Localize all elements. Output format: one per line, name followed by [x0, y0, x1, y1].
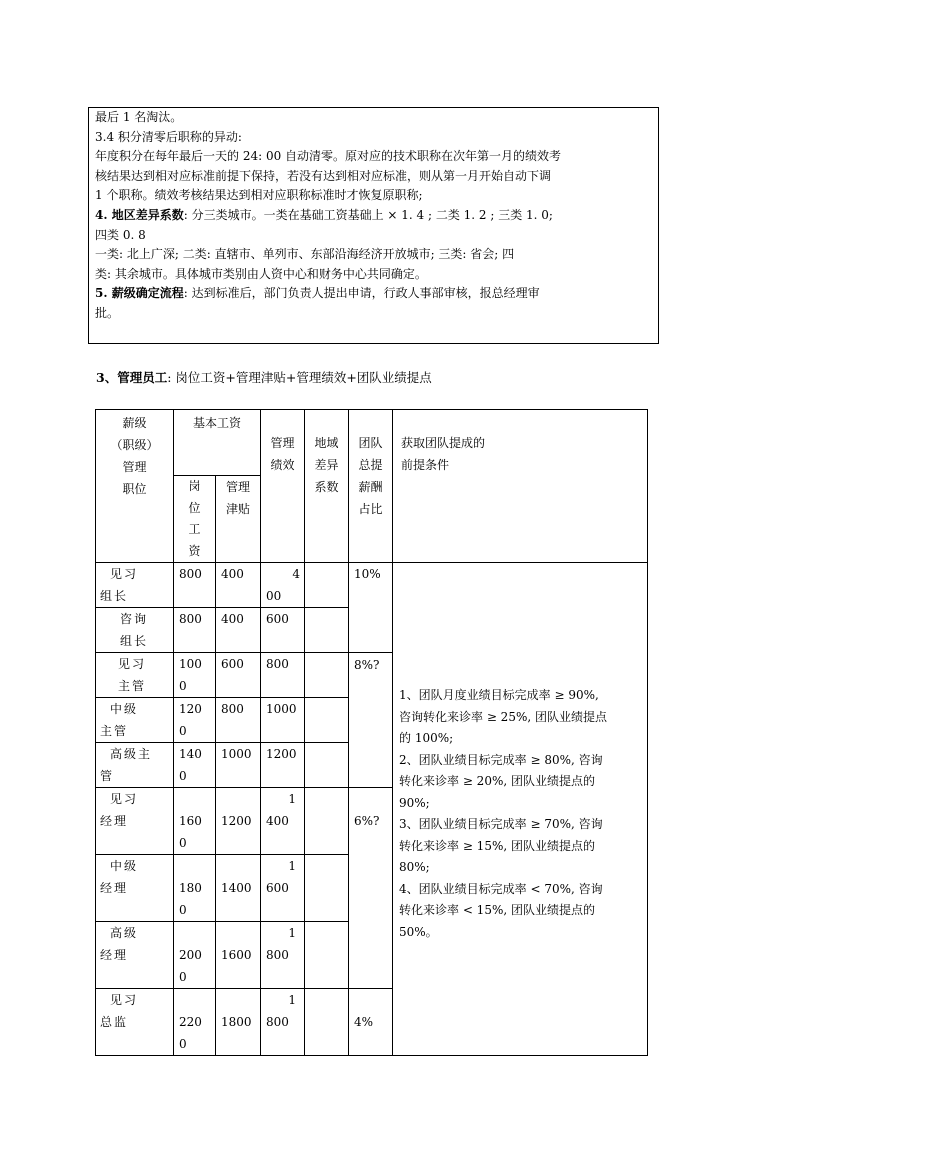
city-class-line-2: 类: 其余城市。具体城市类别由人资中心和财务中心共同确定。	[95, 266, 427, 281]
regional-coefficient-line	[95, 206, 652, 226]
row-perf: 600	[261, 608, 305, 653]
header-line: 管理	[225, 480, 250, 494]
level-line: 经理	[100, 814, 129, 828]
level-line: 见习	[110, 993, 139, 1007]
value-line: 220	[179, 1015, 202, 1029]
header-line: 获取团队提成的	[401, 436, 486, 450]
header-post-salary	[174, 476, 216, 563]
policy-line-5: 1 个职称。绩效考核结果达到相对应职称标准时才恢复原职称;	[95, 188, 423, 203]
condition-line: 2、团队业绩目标完成率 ≥ 80%, 咨询	[399, 752, 603, 767]
row-post-salary	[174, 698, 216, 743]
header-line: 岗	[188, 479, 201, 493]
value-line	[221, 922, 260, 944]
row-perf	[261, 855, 305, 922]
value-line: 0	[179, 724, 187, 738]
value-line: 160	[179, 814, 202, 828]
value-line: 400	[221, 567, 244, 581]
row-allowance	[216, 563, 261, 608]
header-line: 占比	[358, 502, 383, 516]
value-line: 120	[179, 702, 202, 716]
value-line: 0	[179, 1037, 187, 1051]
row-perf	[261, 989, 305, 1056]
row-regional	[305, 989, 349, 1056]
ratio-cell: 10%	[349, 563, 393, 653]
level-line: 见习	[118, 657, 147, 671]
row-regional	[305, 855, 349, 922]
value-line	[221, 788, 260, 810]
row-level	[96, 922, 174, 989]
value-line: 1800	[221, 1015, 252, 1029]
value-line: 800	[266, 1015, 289, 1029]
level-line: 总监	[100, 1015, 129, 1029]
value-line	[179, 989, 215, 1011]
header-line: 工	[188, 522, 201, 536]
value-line: 0	[179, 679, 187, 693]
row-regional	[305, 653, 349, 698]
header-line: 位	[188, 500, 201, 515]
ratio-value: 8%?	[354, 658, 380, 672]
regional-coefficient-line-2: 四类 0. 8	[95, 227, 146, 242]
row-regional	[305, 563, 349, 608]
value-line: 100	[179, 657, 202, 671]
level-line: 高级主	[110, 747, 153, 761]
value-line	[179, 855, 215, 877]
value-line	[179, 922, 215, 944]
regional-coefficient-text: : 分三类城市。一类在基础工资基础上 × 1. 4 ; 二类 1. 2 ; 三类 1. 0;	[183, 207, 553, 222]
regional-coefficient-label: 4. 地区差异系数	[95, 207, 184, 222]
value-line	[221, 989, 260, 1011]
value-line	[179, 788, 215, 810]
row-level	[96, 989, 174, 1056]
condition-line: 80%;	[399, 860, 430, 874]
header-basic-salary: 基本工资	[174, 410, 261, 476]
row-post-salary	[174, 743, 216, 788]
row-allowance: 600	[216, 653, 261, 698]
condition-line: 4、团队业绩目标完成率 < 70%, 咨询	[399, 881, 603, 896]
policy-line-3: 年度积分在每年最后一天的 24: 00 自动清零。原对应的技术职称在次年第一月的绩效考	[95, 149, 562, 164]
header-line: 薪酬	[358, 480, 383, 494]
value-line: 140	[179, 747, 202, 761]
condition-line: 的 100%;	[399, 731, 454, 745]
row-perf	[261, 563, 305, 608]
row-post-salary	[174, 922, 216, 989]
row-post-salary	[174, 855, 216, 922]
row-allowance	[216, 989, 261, 1056]
section-label: 3、管理员工	[96, 370, 168, 385]
value-line: 1200	[221, 814, 252, 828]
level-line: 见习	[110, 792, 139, 806]
policy-line-4: 核结果达到相对应标准前提下保持，若没有达到相对应标准，则从第一月开始自动下调	[95, 168, 552, 183]
section-heading	[96, 368, 432, 386]
value-line: 800	[266, 948, 289, 962]
condition-line: 转化来诊率 ≥ 20%, 团队业绩提点的	[399, 774, 595, 788]
condition-line: 转化来诊率 < 15%, 团队业绩提点的	[399, 903, 595, 917]
header-line: 团队	[358, 436, 383, 450]
section-text: : 岗位工资+管理津贴+管理绩效+团队业绩提点	[167, 370, 432, 385]
row-post-salary: 800	[174, 608, 216, 653]
policy-line-1: 最后 1 名淘汰。	[95, 110, 183, 124]
row-regional	[305, 743, 349, 788]
value-line: 800	[179, 567, 202, 581]
value-line: 400	[266, 814, 289, 828]
header-line: 差异	[314, 458, 339, 472]
header-line: 资	[188, 543, 201, 558]
value-line: 1	[288, 792, 296, 806]
value-line: 0	[179, 836, 187, 850]
process-text: : 达到标准后，部门负责人提出申请，行政人事部审核，报总经理审	[183, 286, 540, 301]
header-line: 津贴	[225, 502, 250, 516]
level-line: 组长	[120, 634, 149, 648]
value-line: 1600	[221, 948, 252, 962]
process-line-2: 批。	[95, 305, 120, 320]
header-line: 系数	[314, 480, 339, 494]
row-allowance	[216, 788, 261, 855]
level-line: 高级	[110, 926, 139, 940]
city-class-line-1: 一类: 北上广深; 二类: 直辖市、单列市、东部沿海经济开放城市; 三类: 省会; 四	[95, 247, 515, 262]
row-level	[96, 855, 174, 922]
row-allowance	[216, 922, 261, 989]
condition-line: 50%。	[399, 924, 438, 939]
ratio-value: 6%?	[354, 814, 380, 828]
level-line: 咨询	[120, 612, 149, 626]
condition-line: 转化来诊率 ≥ 15%, 团队业绩提点的	[399, 838, 595, 853]
level-line: 主管	[118, 679, 147, 693]
header-line: 管理	[270, 436, 295, 450]
value-line: 4	[292, 567, 300, 581]
value-line: 1	[288, 993, 296, 1007]
header-level-line: （职级）	[110, 438, 159, 452]
level-line: 见习	[110, 567, 139, 581]
header-team-ratio	[349, 410, 393, 563]
condition-cell	[393, 563, 648, 1056]
row-perf: 1000	[261, 698, 305, 743]
header-level-line: 管理	[122, 460, 147, 474]
level-line: 管	[100, 769, 115, 783]
row-perf: 800	[261, 653, 305, 698]
value-line: 1	[288, 926, 296, 940]
value-line: 0	[179, 903, 187, 917]
condition-line: 咨询转化来诊率 ≥ 25%, 团队业绩提点	[399, 709, 607, 724]
row-regional	[305, 698, 349, 743]
ratio-cell	[349, 653, 393, 788]
ratio-cell	[349, 989, 393, 1056]
level-line: 主管	[100, 724, 129, 738]
row-level	[96, 698, 174, 743]
value-line: 200	[179, 948, 202, 962]
level-line: 中级	[110, 702, 139, 716]
value-line: 1400	[221, 881, 252, 895]
row-regional	[305, 922, 349, 989]
header-line: 总提	[358, 458, 383, 472]
row-regional	[305, 788, 349, 855]
row-post-salary	[174, 653, 216, 698]
condition-line: 3、团队业绩目标完成率 ≥ 70%, 咨询	[399, 817, 603, 831]
process-line	[95, 284, 652, 304]
row-level	[96, 653, 174, 698]
value-line: 0	[179, 970, 187, 984]
value-line: 600	[266, 881, 289, 895]
value-line: 1	[288, 859, 296, 873]
header-regional	[305, 410, 349, 563]
row-level	[96, 788, 174, 855]
policy-line-2: 3.4 积分清零后职称的异动:	[95, 129, 242, 144]
ratio-value: 4%	[354, 1015, 374, 1029]
row-regional	[305, 608, 349, 653]
row-perf	[261, 788, 305, 855]
value-line: 00	[266, 589, 282, 603]
value-line	[221, 855, 260, 877]
row-level	[96, 608, 174, 653]
header-mgmt-allowance	[216, 476, 261, 563]
row-allowance	[216, 855, 261, 922]
row-level	[96, 563, 174, 608]
row-allowance: 1000	[216, 743, 261, 788]
process-label: 5. 薪级确定流程	[95, 286, 184, 301]
header-level-line: 职位	[122, 482, 147, 496]
policy-box	[88, 107, 659, 344]
header-line: 地域	[314, 436, 339, 450]
ratio-cell	[349, 788, 393, 989]
table-row	[96, 563, 648, 608]
value-line: 180	[179, 881, 202, 895]
level-line: 经理	[100, 881, 129, 895]
row-allowance: 400	[216, 608, 261, 653]
row-post-salary	[174, 788, 216, 855]
row-post-salary	[174, 989, 216, 1056]
row-post-salary	[174, 563, 216, 608]
condition-line: 90%;	[399, 795, 430, 810]
header-mgmt-perf	[261, 410, 305, 563]
header-line: 绩效	[270, 458, 295, 472]
header-level	[96, 410, 174, 563]
level-line: 中级	[110, 859, 139, 873]
value-line: 0	[179, 769, 187, 783]
management-salary-table	[95, 409, 648, 1056]
row-perf: 1200	[261, 743, 305, 788]
level-line: 组长	[100, 589, 129, 603]
header-condition	[393, 410, 648, 563]
row-allowance: 800	[216, 698, 261, 743]
header-line: 前提条件	[401, 458, 450, 472]
header-level-line: 薪级	[122, 416, 147, 430]
row-level	[96, 743, 174, 788]
condition-line: 1、团队月度业绩目标完成率 ≥ 90%,	[399, 688, 599, 702]
level-line: 经理	[100, 948, 129, 962]
row-perf	[261, 922, 305, 989]
